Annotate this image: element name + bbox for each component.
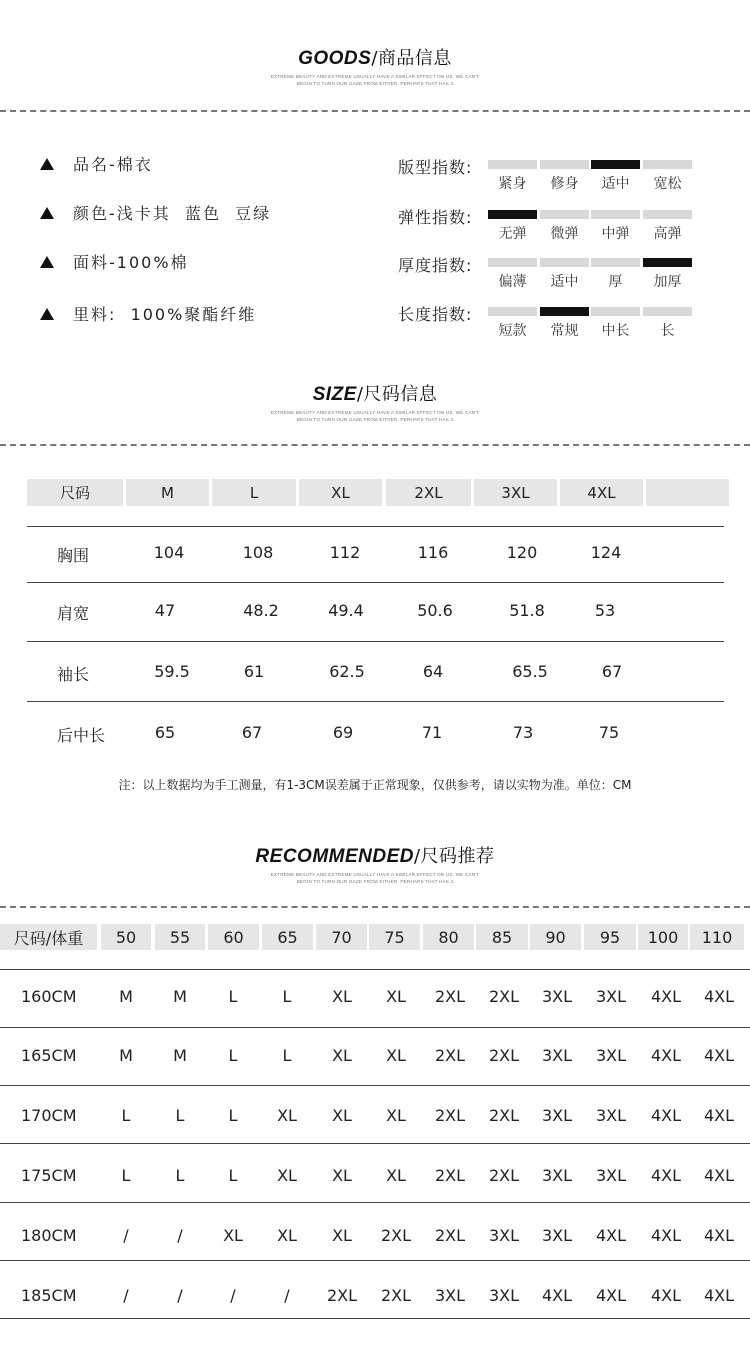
divider [0,906,750,908]
row-separator [0,1027,750,1028]
index-option-label: 微弹 [550,226,579,242]
row-separator [0,969,750,970]
recommend-cell: 4XL [650,1226,682,1245]
size-cell: 61 [243,662,265,681]
size-cell: 65.5 [512,662,548,681]
index-level-bar [540,307,589,316]
divider [0,110,750,112]
size-cell: 75 [598,723,620,742]
recommend-cell: 3XL [488,1286,520,1305]
recommend-cell: XL [386,987,406,1006]
recommend-row-label: 170CM [21,1106,77,1125]
recommend-cell: L [175,1166,185,1185]
index-level-bar [643,307,692,316]
index-option-label: 适中 [601,176,630,192]
recommend-cell: 2XL [434,1226,466,1245]
recommend-cell: 4XL [650,1286,682,1305]
index-option-label: 中弹 [601,226,630,242]
index-option-label: 中长 [601,323,630,339]
size-row-label: 袖长 [57,665,90,684]
recommend-header-cell: 尺码/体重 [0,924,97,950]
triangle-bullet-icon [40,256,54,268]
recommend-header-cell: 75 [369,924,420,950]
size-note: 注：以上数据均为手工测量，有1-3CM误差属于正常现象，仅供参考，请以实物为准。单位：CM [118,778,632,792]
recommend-cell: 4XL [595,1226,627,1245]
index-label: 厚度指数: [398,256,473,275]
size-header-cell: 尺码 [27,479,123,506]
triangle-bullet-icon [40,308,54,320]
size-cell: 64 [422,662,444,681]
size-section-header [0,380,750,423]
recommend-header-cell: 65 [262,924,313,950]
size-header-cell: XL [299,479,382,506]
recommend-cell: 2XL [434,1106,466,1125]
goods-info-item [40,201,271,224]
recommend-cell: 3XL [595,987,627,1006]
recommend-cell: 4XL [650,1106,682,1125]
size-cell: 49.4 [328,601,364,620]
recommend-cell: L [282,987,292,1006]
recommend-cell: 3XL [541,987,573,1006]
recommend-cell: M [173,987,187,1006]
index-label: 长度指数: [398,305,473,324]
index-label: 版型指数: [398,158,473,177]
triangle-bullet-icon [40,158,54,170]
index-level-bar [540,210,589,219]
recommend-cell: XL [386,1046,406,1065]
size-header-cell: 3XL [474,479,557,506]
index-option-label: 常规 [550,323,579,339]
recommend-section-subtitle: EXTREME BEAUTY AND EXTREME USUALLY HAVE A SIMILAR EFFECT ON US. WE CAN'T BEGIN TO TURN OUR GAZE FROM EITHER. PERHAPS THAT HAS 3 [270,872,480,884]
recommend-cell: 4XL [541,1286,573,1305]
recommend-header-cell: 110 [690,924,744,950]
recommend-cell: / [177,1226,183,1245]
recommend-cell: XL [332,1106,352,1125]
size-section-subtitle: EXTREME BEAUTY AND EXTREME USUALLY HAVE A SIMILAR EFFECT ON US. WE CAN'T BEGIN TO TURN OUR GAZE FROM EITHER. PERHAPS THAT HAS 3 [270,410,480,422]
index-row [398,253,698,293]
recommend-cell: 2XL [488,1166,520,1185]
row-separator [0,1143,750,1144]
recommend-cell: M [173,1046,187,1065]
recommend-section-title: RECOMMENDED/尺码推荐 [255,846,495,867]
size-cell: 124 [590,543,622,562]
index-level-bar [643,258,692,267]
goods-info-item [40,302,256,325]
recommend-cell: 3XL [541,1226,573,1245]
index-option-label: 紧身 [498,176,527,192]
index-row [398,302,698,342]
index-option-label: 修身 [550,176,579,192]
recommend-cell: L [282,1046,292,1065]
index-level-bar [488,258,537,267]
recommend-cell: L [228,1106,238,1125]
index-level-bar [591,307,640,316]
index-option-label: 高弹 [653,226,682,242]
size-header-cell: 4XL [560,479,643,506]
size-cell: 51.8 [509,601,545,620]
index-level-bar [488,307,537,316]
index-label: 弹性指数: [398,208,473,227]
recommend-cell: XL [332,1226,352,1245]
recommend-cell: XL [277,1166,297,1185]
row-separator [0,1318,750,1319]
goods-section-subtitle: EXTREME BEAUTY AND EXTREME USUALLY HAVE A SIMILAR EFFECT ON US. WE CAN'T BEGIN TO TURN OUR GAZE FROM EITHER. PERHAPS THAT HAS 3 [270,74,480,86]
row-separator [0,1260,750,1261]
recommend-cell: XL [332,987,352,1006]
size-cell: 67 [601,662,623,681]
recommend-row-label: 165CM [21,1046,77,1065]
index-level-bar [643,160,692,169]
row-separator [27,701,724,702]
row-separator [27,526,724,527]
size-cell: 71 [421,723,443,742]
recommend-row-label: 180CM [21,1226,77,1245]
size-cell: 62.5 [329,662,365,681]
recommend-header-cell: 50 [101,924,151,950]
recommend-cell: XL [277,1226,297,1245]
recommend-header-cell: 90 [530,924,581,950]
recommend-cell: 4XL [595,1286,627,1305]
goods-section-header [0,44,750,87]
recommend-cell: 2XL [488,1046,520,1065]
recommend-cell: XL [332,1046,352,1065]
recommend-cell: L [121,1166,131,1185]
size-cell: 104 [153,543,185,562]
recommend-cell: / [230,1286,236,1305]
recommend-cell: M [119,987,133,1006]
recommend-cell: 4XL [703,1286,735,1305]
index-level-bar [488,160,537,169]
index-option-label: 偏薄 [498,274,527,290]
recommend-cell: 4XL [703,1226,735,1245]
goods-info-text: 颜色-浅卡其 蓝色 豆绿 [73,204,272,223]
recommend-cell: L [228,1046,238,1065]
row-separator [27,582,724,583]
recommend-cell: XL [386,1106,406,1125]
recommend-cell: 2XL [380,1226,412,1245]
recommend-cell: 3XL [595,1046,627,1065]
recommend-cell: 2XL [488,987,520,1006]
recommend-header-cell: 80 [423,924,474,950]
size-cell: 48.2 [243,601,279,620]
recommend-cell: 4XL [650,1046,682,1065]
size-section-title: SIZE/尺码信息 [312,384,438,405]
recommend-cell: 3XL [434,1286,466,1305]
size-header-cell: M [126,479,209,506]
size-cell: 59.5 [154,662,190,681]
size-cell: 116 [417,543,449,562]
recommend-cell: 2XL [488,1106,520,1125]
index-option-label: 长 [660,323,675,339]
recommend-cell: XL [386,1166,406,1185]
index-level-bar [591,160,640,169]
recommend-cell: XL [223,1226,243,1245]
recommend-header-cell: 70 [316,924,367,950]
recommend-header-cell: 100 [638,924,688,950]
goods-info-text: 里料: 100%聚酯纤维 [73,305,257,324]
divider [0,444,750,446]
recommend-cell: / [284,1286,290,1305]
size-row-label: 胸围 [57,546,90,565]
recommend-row-label: 185CM [21,1286,77,1305]
recommend-cell: 3XL [595,1166,627,1185]
size-cell: 108 [242,543,274,562]
index-option-label: 无弹 [498,226,527,242]
recommend-cell: L [121,1106,131,1125]
recommend-section-header [0,842,750,885]
size-cell: 73 [512,723,534,742]
size-cell: 53 [594,601,616,620]
recommend-header-cell: 60 [208,924,259,950]
index-row [398,155,698,195]
recommend-cell: 4XL [650,987,682,1006]
index-option-label: 适中 [550,274,579,290]
recommend-cell: XL [332,1166,352,1185]
goods-info-item [40,250,189,273]
recommend-cell: 3XL [595,1106,627,1125]
recommend-cell: 4XL [703,1166,735,1185]
recommend-header-cell: 85 [476,924,528,950]
recommend-row-label: 160CM [21,987,77,1006]
triangle-bullet-icon [40,207,54,219]
size-cell: 112 [329,543,361,562]
index-level-bar [591,258,640,267]
index-level-bar [540,258,589,267]
recommend-cell: 3XL [541,1046,573,1065]
size-cell: 50.6 [417,601,453,620]
recommend-cell: 4XL [703,1106,735,1125]
recommend-cell: 2XL [380,1286,412,1305]
recommend-cell: XL [277,1106,297,1125]
recommend-cell: 2XL [434,987,466,1006]
index-row [398,205,698,245]
recommend-cell: 4XL [703,1046,735,1065]
recommend-cell: M [119,1046,133,1065]
goods-info-item [40,152,153,175]
size-header-cell: L [212,479,296,506]
recommend-cell: 3XL [541,1106,573,1125]
index-option-label: 宽松 [653,176,682,192]
size-cell: 69 [332,723,354,742]
recommend-cell: / [177,1286,183,1305]
recommend-cell: 3XL [541,1166,573,1185]
index-level-bar [540,160,589,169]
index-option-label: 加厚 [653,274,682,290]
recommend-cell: 2XL [326,1286,358,1305]
recommend-cell: / [123,1226,129,1245]
index-level-bar [488,210,537,219]
size-row-label: 后中长 [57,726,106,745]
recommend-header-cell: 55 [155,924,205,950]
index-option-label: 厚 [608,274,623,290]
goods-info-text: 品名-棉衣 [73,155,153,174]
row-separator [27,641,724,642]
goods-info-text: 面料-100%棉 [73,253,189,272]
index-option-label: 短款 [498,323,527,339]
recommend-cell: 2XL [434,1166,466,1185]
index-level-bar [591,210,640,219]
recommend-cell: 3XL [488,1226,520,1245]
row-separator [0,1085,750,1086]
recommend-cell: / [123,1286,129,1305]
size-cell: 47 [154,601,176,620]
recommend-cell: L [175,1106,185,1125]
size-header-cell [646,479,729,506]
size-row-label: 肩宽 [57,604,90,623]
index-level-bar [643,210,692,219]
recommend-cell: L [228,1166,238,1185]
size-cell: 65 [154,723,176,742]
recommend-cell: L [228,987,238,1006]
row-separator [0,1202,750,1203]
size-cell: 67 [241,723,263,742]
size-header-cell: 2XL [386,479,471,506]
size-cell: 120 [506,543,538,562]
recommend-cell: 2XL [434,1046,466,1065]
recommend-cell: 4XL [703,987,735,1006]
recommend-header-cell: 95 [584,924,636,950]
recommend-row-label: 175CM [21,1166,77,1185]
goods-section-title: GOODS/商品信息 [298,48,452,69]
recommend-cell: 4XL [650,1166,682,1185]
